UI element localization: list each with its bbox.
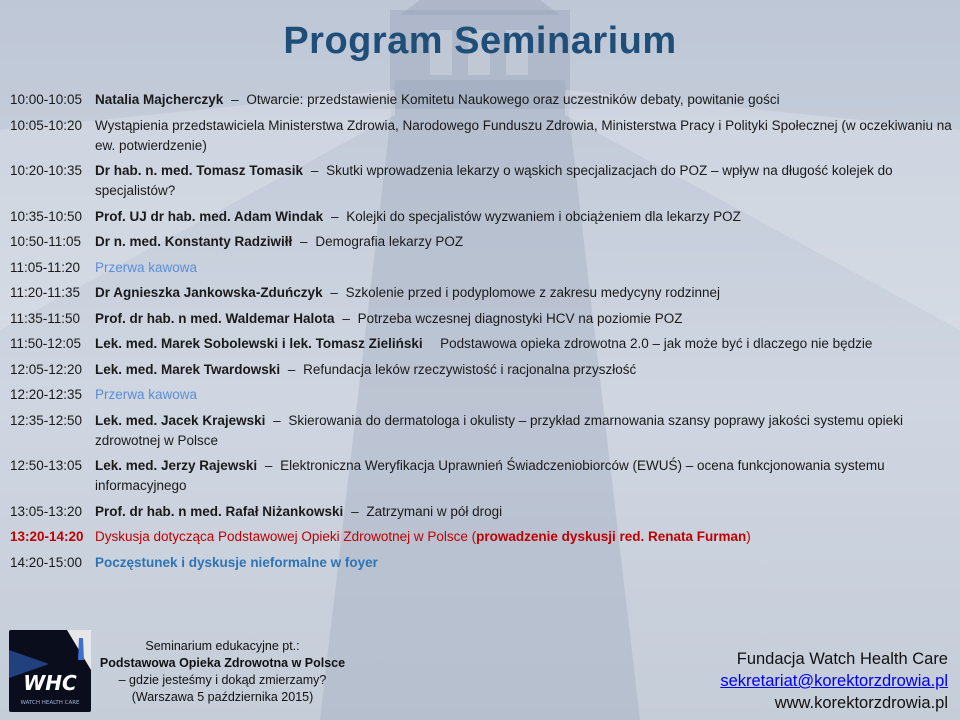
row-topic: Elektroniczna Weryfikacja Uprawnień Świadczeniobiorców (EWUŚ) – ocena funkcjonowania systemu informacyjnego [95,458,885,493]
schedule-row: 11:20-11:35 Dr Agnieszka Jankowska-Zduńczyk – Szkolenie przed i podyplomowe z zakresu medycyny rodzinnej [10,283,955,303]
schedule-row-break [10,385,955,405]
row-speaker: Dr n. med. Konstanty Radziwiłł [95,234,293,249]
row-time: 14:20-15:00 [10,554,83,570]
row-time: 11:50-12:05 [10,336,82,351]
schedule-row: 10:35-10:50 Prof. UJ dr hab. med. Adam Windak – Kolejki do specjalistów wyzwaniem i obciążeniem dla lekarzy POZ [10,207,955,227]
row-time: 13:20-14:20 [10,529,84,544]
logo-subtext: WATCH HEALTH CARE [20,700,80,706]
logo-text: WHC [23,671,77,695]
row-topic: Skutki wprowadzenia lekarzy o wąskich specjalizacjach do POZ – wpływ na długość kolejek do specjalistów? [95,163,893,198]
organization-contact [720,648,948,714]
discussion-topic: Dyskusja dotycząca Podstawowej Opieki Zdrowotnej w Polsce ( [95,529,477,544]
row-topic: Potrzeba wczesnej diagnostyki HCV na poziomie POZ [357,310,683,326]
row-time: 10:50-11:05 [10,234,82,249]
row-speaker: Lek. med. Marek Sobolewski i lek. Tomasz Zieliński [95,336,423,351]
row-speaker: Prof. dr hab. n med. Rafał Niżankowski [95,503,344,519]
row-time: 12:20-12:35 [10,387,83,402]
coffee-break-label: Przerwa kawowa [95,259,198,275]
seminar-line-1: Seminarium edukacyjne pt.: [145,639,300,653]
row-speaker: Lek. med. Jacek Krajewski [95,412,266,428]
row-time: 12:05-12:20 [10,361,83,377]
row-topic: Kolejki do specjalistów wyzwaniem i obciążeniem dla lekarzy POZ [346,208,741,224]
schedule-row [10,116,955,156]
page-title: Program Seminarium [283,20,677,62]
row-topic: Demografia lekarzy POZ [315,234,464,249]
row-time: 12:50-13:05 [10,458,83,473]
row-speaker: Natalia Majcherczyk [95,92,224,107]
seminar-line-2: Podstawowa Opieka Zdrowotna w Polsce [99,656,346,670]
seminar-line-4: (Warszawa 5 października 2015) [131,690,314,704]
schedule-row-closing [10,553,955,573]
row-speaker: Prof. dr hab. n med. Waldemar Halota [95,310,335,326]
row-time: 11:35-11:50 [10,310,81,326]
schedule-row: 10:50-11:05 Dr n. med. Konstanty Radziwiłł – Demografia lekarzy POZ [10,232,955,252]
row-topic: Wystąpienia przedstawiciela Ministerstwa Zdrowia, Narodowego Funduszu Zdrowia, Ministerstwa Pracy i Polityki Społecznej (w oczekiwaniu na ew. potwierdzenie) [95,117,952,153]
schedule-row: 13:05-13:20 Prof. dr hab. n med. Rafał Niżankowski – Zatrzymani w pół drogi [10,502,955,522]
email-link[interactable]: sekretariat@korektorzdrowia.pl [720,672,948,690]
row-time: 10:00-10:05 [10,92,83,107]
schedule-row: 12:05-12:20 Lek. med. Marek Twardowski – Refundacja leków rzeczywistość i racjonalna przyszłość [10,360,955,380]
org-name: Fundacja Watch Health Care [736,650,948,668]
discussion-moderator: prowadzenie dyskusji red. Renata Furman [476,529,747,544]
row-topic: Refundacja leków rzeczywistość i racjonalna przyszłość [303,361,637,377]
row-time: 10:20-10:35 [10,163,83,178]
row-time: 13:05-13:20 [10,503,83,519]
schedule-row: 11:35-11:50 Prof. dr hab. n med. Waldemar Halota – Potrzeba wczesnej diagnostyki HCV na poziomie POZ [10,309,955,329]
schedule-row: 12:50-13:05 Lek. med. Jerzy Rajewski – Elektroniczna Weryfikacja Uprawnień Świadczeniobiorców (EWUŚ) – ocena funkcjonowania systemu informacyjnego [10,458,885,493]
row-speaker: Dr hab. n. med. Tomasz Tomasik [95,163,304,178]
whc-logo [9,630,91,712]
row-topic: Szkolenie przed i podyplomowe z zakresu medycyny rodzinnej [345,285,721,300]
row-time: 12:35-12:50 [10,412,83,428]
program-schedule [10,90,955,578]
row-speaker: Dr Agnieszka Jankowska-Zduńczyk [95,285,323,300]
lighthouse-logo-icon [9,630,91,712]
schedule-row-discussion: 13:20-14:20 Dyskusja dotycząca Podstawowej Opieki Zdrowotnej w Polsce (prowadzenie dyskusji red. Renata Furman) [10,527,955,547]
row-topic: Podstawowa opieka zdrowotna 2.0 – jak może być i dlaczego nie będzie [440,336,873,351]
closing-label: Poczęstunek i dyskusje nieformalne w foyer [95,554,378,570]
schedule-row [10,334,955,354]
row-speaker: Lek. med. Marek Twardowski [95,361,281,377]
row-time: 11:20-11:35 [10,285,81,300]
row-topic: Otwarcie: przedstawienie Komitetu Naukowego oraz uczestników debaty, powitanie gości [246,92,780,107]
row-topic: Skierowania do dermatologa i okulisty – przykład zmarnowania szansy poprawy jakości systemu opieki zdrowotnej w Polsce [95,412,903,448]
row-speaker: Lek. med. Jerzy Rajewski [95,458,258,473]
coffee-break-label: Przerwa kawowa [95,387,198,402]
row-topic: Zatrzymani w pół drogi [366,503,503,519]
row-time: 10:35-10:50 [10,208,83,224]
seminar-info [95,638,350,706]
schedule-row: 10:00-10:05 Natalia Majcherczyk – Otwarcie: przedstawienie Komitetu Naukowego oraz uczestników debaty, powitanie gości [10,90,955,110]
row-speaker: Prof. UJ dr hab. med. Adam Windak [95,208,324,224]
seminar-line-3: – gdzie jesteśmy i dokąd zmierzamy? [118,673,327,687]
schedule-row: 10:20-10:35 Dr hab. n. med. Tomasz Tomasik – Skutki wprowadzenia lekarzy o wąskich specjalizacjach do POZ – wpływ na długość kolejek do specjalistów? [10,163,893,198]
website-text[interactable]: www.korektorzdrowia.pl [774,694,948,712]
schedule-row-break [10,258,955,278]
schedule-row: 12:35-12:50 Lek. med. Jacek Krajewski – Skierowania do dermatologa i okulisty – przykład zmarnowania szansy poprawy jakości systemu opieki zdrowotnej w Polsce [10,412,903,448]
row-time: 10:05-10:20 [10,117,83,133]
row-time: 11:05-11:20 [10,259,81,275]
